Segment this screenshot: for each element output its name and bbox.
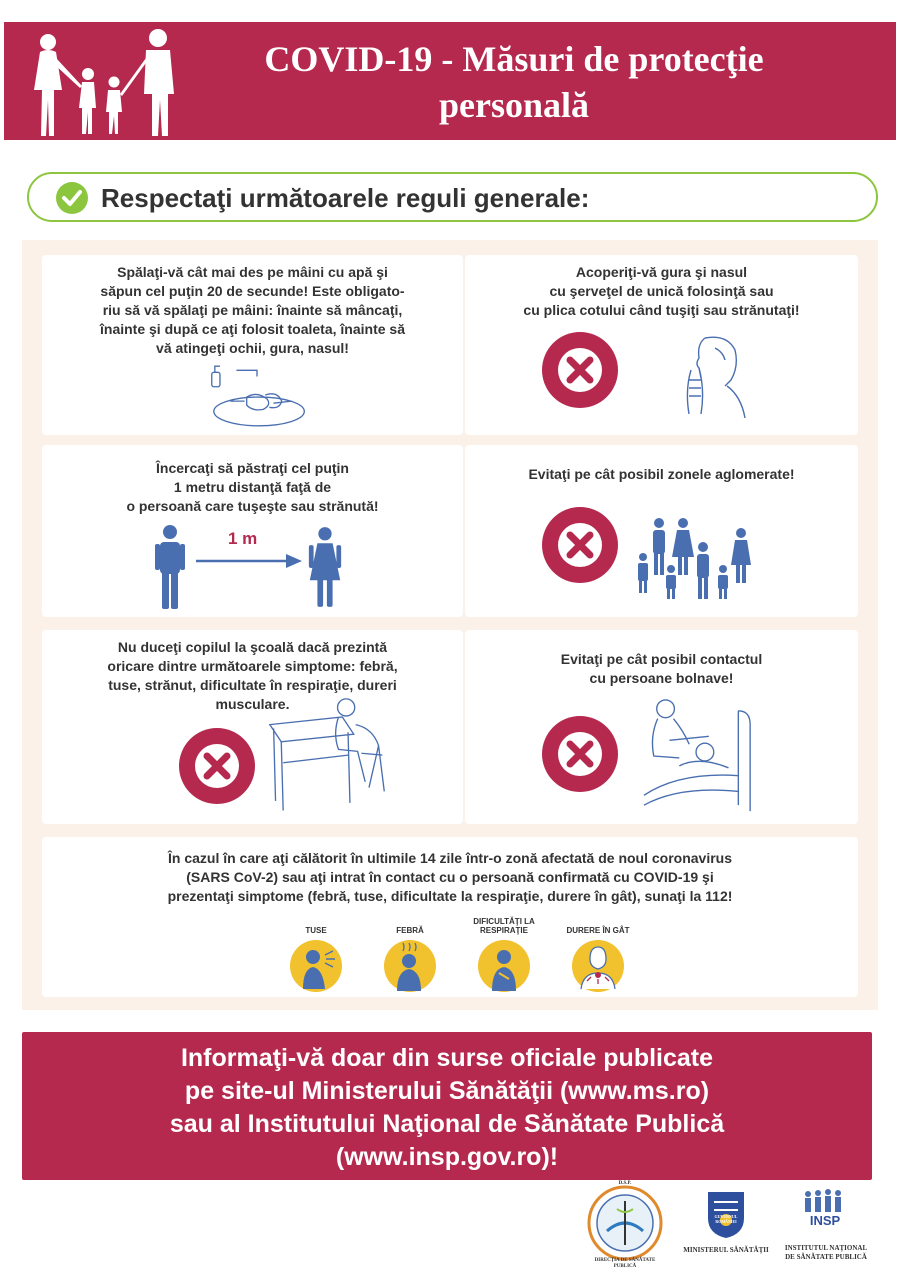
dsp-top-label: D.S.P. — [618, 1181, 632, 1186]
text-line: În cazul în care aţi călătorit în ultimile 14 zile într-o zonă afectată de noul coronavirus — [167, 850, 733, 866]
text-line: săpun cel puţin 20 de secunde! Este obligato- — [100, 283, 405, 299]
official-sources-banner — [22, 1032, 872, 1180]
travel-warning — [62, 849, 838, 906]
card-distance — [42, 445, 463, 617]
insp-caption-line-2: DE SĂNĂTATE PUBLICĂ — [785, 1253, 867, 1261]
fever-icon — [383, 939, 437, 993]
cough-icon — [289, 939, 343, 993]
card-cover-mouth — [465, 255, 858, 435]
header-banner — [4, 22, 896, 140]
insp-people-logo — [802, 1188, 848, 1212]
text-line: înainte şi după ce aţi folosit toaleta, înainte să — [100, 321, 405, 337]
insp-caption-line-1: INSTITUTUL NAŢIONAL — [784, 1244, 868, 1252]
rules-heading: Respectaţi următoarele reguli generale: — [101, 183, 590, 213]
text-line: pe site-ul Ministerului Sănătăţii (www.ms.ro) — [184, 1077, 710, 1105]
text-line: vă atingeţi ochii, gura, nasul! — [156, 340, 349, 356]
sick-person-bed-icon — [640, 696, 758, 816]
card-cover-text — [475, 263, 848, 320]
prohibit-x-icon — [540, 330, 620, 410]
card-travel — [42, 837, 858, 997]
insp-label: INSP — [809, 1213, 841, 1228]
card-crowds — [465, 445, 858, 617]
rules-heading-pill — [27, 172, 878, 222]
text-line: Evitaţi pe cât posibil zonele aglomerate! — [528, 466, 795, 482]
symptom-fever — [360, 913, 460, 993]
woman-figure-icon — [306, 525, 344, 609]
text-line: riu să vă spălaţi pe mâini: înainte să mâncaţi, — [102, 302, 403, 318]
check-icon — [56, 182, 88, 214]
symptom-cough — [266, 913, 366, 993]
text-line: musculare. — [215, 696, 290, 712]
card-school-text — [52, 638, 453, 714]
text-line: tuse, strănut, dificultate în respiraţie, dureri — [108, 677, 397, 693]
card-school — [42, 630, 463, 824]
text-line: cu plica cotului când tuşiţi sau strănutaţi! — [523, 302, 800, 318]
page-title — [204, 36, 824, 128]
symptom-label: DIFICULTĂŢI LA RESPIRAŢIE — [473, 917, 535, 935]
text-line: oricare dintre următoarele simptome: febră, — [107, 658, 398, 674]
handwashing-icon — [202, 360, 312, 432]
sneezing-person-icon — [665, 330, 755, 420]
text-line: (SARS CoV-2) sau aţi intrat în contact cu o persoană confirmată cu COVID-19 şi — [186, 869, 714, 885]
text-line: Spălaţi-vă cât mai des pe mâini cu apă şi — [117, 264, 388, 280]
text-line: cu persoane bolnave! — [589, 670, 734, 686]
distance-label: 1 m — [228, 529, 258, 548]
card-handwash — [42, 255, 463, 435]
text-line: 1 metru distanţă faţă de — [173, 479, 332, 495]
crowd-icon — [633, 517, 763, 601]
ms-caption: MINISTERUL SĂNĂTĂŢII — [683, 1246, 769, 1254]
breathing-difficulty-icon — [477, 939, 531, 993]
text-line: cu şerveţel de unică folosinţă sau — [549, 283, 774, 299]
text-line: Informaţi-vă doar din surse oficiale publicate — [180, 1044, 714, 1072]
symptom-breathing — [454, 913, 554, 993]
text-line: sau al Institutului Naţional de Sănătate Publică — [169, 1110, 725, 1138]
title-line-2: personală — [438, 85, 589, 125]
prohibit-x-icon — [177, 726, 257, 806]
official-sources-text — [32, 1042, 862, 1174]
dsp-logo — [587, 1185, 663, 1261]
card-crowds-text — [475, 465, 848, 484]
prohibit-x-icon — [540, 505, 620, 585]
text-line: Evitaţi pe cât posibil contactul — [560, 651, 763, 667]
rules-panel — [22, 240, 878, 1010]
text-line: prezentaţi simptome (febră, tuse, dificultate la respiraţie, durere în gât), sunaţi la 112! — [167, 888, 733, 904]
card-sick-text — [475, 650, 848, 688]
text-line: Încercaţi să păstraţi cel puţin — [156, 460, 349, 476]
symptom-label: TUSE — [305, 926, 327, 935]
student-desk-icon — [264, 696, 392, 820]
symptom-label: FEBRĂ — [396, 926, 424, 935]
card-sick — [465, 630, 858, 824]
symptom-sore-throat — [548, 913, 648, 993]
card-handwash-text — [52, 263, 453, 358]
symptom-label: DURERE ÎN GÂT — [566, 926, 630, 935]
dsp-caption: DIRECŢIA DE SĂNĂTATE PUBLICĂ — [594, 1258, 656, 1269]
ms-badge-label: GUVERNUL ROMÂNIEI — [714, 1214, 738, 1224]
title-line-1: COVID-19 - Măsuri de protecţie — [264, 39, 764, 79]
sore-throat-icon — [571, 939, 625, 993]
text-line: o persoană care tuşeşte sau strănută! — [126, 498, 379, 514]
text-line: (www.insp.gov.ro)! — [335, 1143, 559, 1171]
man-figure-icon — [155, 525, 185, 609]
text-line: Acoperiţi-vă gura şi nasul — [575, 264, 748, 280]
card-distance-text — [52, 459, 453, 516]
family-silhouette-icon — [22, 28, 182, 138]
text-line: Nu duceţi copilul la şcoală dacă prezintă — [117, 639, 388, 655]
prohibit-x-icon — [540, 714, 620, 794]
distance-arrow-icon — [194, 551, 304, 571]
